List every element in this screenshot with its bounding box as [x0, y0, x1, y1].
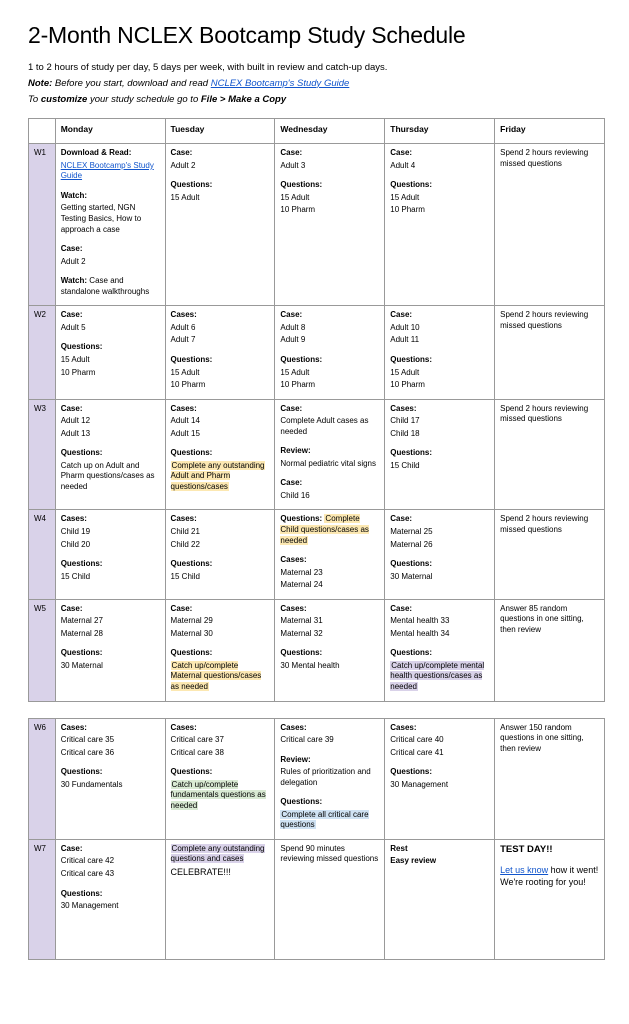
cell-w1-monday: [55, 144, 165, 306]
cell-text: Case and standalone walkthroughs: [60, 276, 150, 296]
cell-text: Questions:: [390, 448, 433, 458]
cell-text: Questions:: [170, 354, 213, 364]
cell-text: 10 Pharm: [280, 380, 316, 390]
cell-w7-thursday: [385, 839, 495, 959]
highlight-text: Catch up/complete fundamentals questions as needed: [170, 779, 266, 810]
column-header-monday: Monday: [55, 119, 165, 144]
cell-text: Child 18: [390, 428, 420, 438]
table-row: [29, 510, 605, 599]
cell-text: Questions:: [280, 648, 323, 658]
highlight-text: Complete Child questions/cases as needed: [280, 514, 369, 545]
column-header-tuesday: Tuesday: [165, 119, 275, 144]
cell-text: Mental health 33: [390, 616, 450, 626]
cell-text: Critical care 42: [60, 856, 115, 866]
cell-w7-wednesday: Spend 90 minutes reviewing missed questions: [275, 839, 385, 959]
cell-text: 30 Management: [390, 779, 449, 789]
highlight-text: Complete any outstanding questions and cases: [170, 843, 265, 864]
cell-text: 15 Adult: [170, 192, 200, 202]
cell-text: Adult 7: [170, 335, 196, 345]
cell-text: Critical care 39: [280, 735, 334, 745]
customize-emphasis: customize: [40, 93, 88, 105]
cell-text: Adult 6: [170, 322, 196, 332]
cell-w4-wednesday: [275, 510, 385, 599]
column-header-friday: Friday: [495, 119, 605, 144]
cell-w5-tuesday: [165, 599, 275, 701]
cell-text: Questions:: [280, 180, 323, 190]
cell-w5-monday: [55, 599, 165, 701]
cell-text: Questions:: [170, 559, 213, 569]
cell-text: Adult 15: [170, 428, 200, 438]
cell-w2-thursday: [385, 306, 495, 399]
week-label-w3: W3: [29, 399, 56, 510]
column-header-thursday: Thursday: [385, 119, 495, 144]
cell-text: 15 Child: [60, 571, 91, 581]
note-text: Before you start, download and read: [54, 77, 209, 89]
cell-text: Child 20: [60, 539, 91, 549]
cell-text: how it went! We're rooting for you!: [500, 865, 599, 888]
cell-text: Case:: [390, 603, 413, 613]
table-row: [29, 839, 605, 959]
cell-text: Questions:: [60, 342, 103, 352]
cell-w3-monday: [55, 399, 165, 510]
cell-text: Cases:: [60, 514, 87, 524]
test-day-label: TEST DAY!!: [500, 843, 553, 855]
cell-text: Questions:: [280, 797, 323, 807]
cell-text: Review:: [280, 446, 311, 456]
cell-text: Adult 5: [60, 322, 86, 332]
cell-text: Review:: [280, 754, 311, 764]
cell-text: Cases:: [170, 310, 197, 320]
cell-text: 15 Adult: [390, 192, 420, 202]
cell-text: Questions:: [390, 559, 433, 569]
cell-text: Adult 14: [170, 416, 200, 426]
highlight-text: Catch up/complete mental health questions/cases as needed: [390, 660, 485, 691]
cell-text: Cases:: [170, 403, 197, 413]
cell-w6-tuesday: [165, 718, 275, 839]
intro-note-line: [28, 77, 605, 91]
cell-text: Case:: [170, 148, 193, 158]
cell-text: Questions:: [280, 514, 323, 524]
cell-text: CELEBRATE!!!: [170, 867, 231, 877]
column-header-week: [29, 119, 56, 144]
cell-text: 30 Mental health: [280, 660, 340, 670]
customize-menu-path: File > Make a Copy: [200, 93, 287, 105]
highlight-text: Catch up/complete Maternal questions/cases as needed: [170, 660, 262, 691]
cell-text: Case:: [390, 310, 413, 320]
cell-text: Maternal 29: [170, 616, 213, 626]
cell-text: Case:: [60, 310, 83, 320]
cell-text: Case:: [170, 603, 193, 613]
cell-text: Critical care 41: [390, 747, 444, 757]
cell-text: Maternal 31: [280, 616, 323, 626]
cell-text: Case:: [60, 244, 83, 254]
customize-line: [28, 93, 605, 107]
cell-text: Maternal 26: [390, 539, 433, 549]
cell-text: Maternal 30: [170, 628, 213, 638]
cell-text: Critical care 38: [170, 747, 224, 757]
cell-w6-thursday: [385, 718, 495, 839]
cell-text: 15 Adult: [390, 367, 420, 377]
schedule-table-part2: [28, 718, 605, 960]
intro-block: [28, 61, 605, 106]
cell-text: Watch:: [60, 276, 88, 286]
cell-text: Adult 9: [280, 335, 306, 345]
table-row: [29, 144, 605, 306]
table-row: [29, 599, 605, 701]
cell-text: Maternal 25: [390, 526, 433, 536]
table-row: [29, 306, 605, 399]
cell-text: Case:: [280, 148, 303, 158]
schedule-table-weeks-6-7: [28, 718, 605, 960]
cell-text: Questions:: [390, 180, 433, 190]
cell-w5-thursday: [385, 599, 495, 701]
week-label-w1: W1: [29, 144, 56, 306]
cell-text: 15 Adult: [280, 192, 310, 202]
cell-text: 30 Fundamentals: [60, 779, 123, 789]
cell-w2-friday: Spend 2 hours reviewing missed questions: [495, 306, 605, 399]
cell-text: Adult 4: [390, 160, 416, 170]
cell-text: Maternal 23: [280, 567, 323, 577]
cell-text: Normal pediatric vital signs: [280, 458, 376, 468]
cell-text: Questions:: [170, 648, 213, 658]
cell-text: Getting started, NGN Testing Basics, How to approach a case: [60, 203, 142, 234]
cell-w1-thursday: [385, 144, 495, 306]
cell-text: Maternal 32: [280, 628, 323, 638]
cell-text: Easy review: [390, 856, 437, 866]
cell-text: Case:: [60, 403, 83, 413]
page-break-gap: [28, 702, 605, 718]
cell-w4-monday: [55, 510, 165, 599]
cell-text: Child 17: [390, 416, 420, 426]
cell-w4-thursday: [385, 510, 495, 599]
cell-text: Adult 2: [170, 160, 196, 170]
cell-text: Case:: [280, 478, 303, 488]
cell-text: Maternal 24: [280, 580, 323, 590]
cell-text: Case:: [390, 514, 413, 524]
cell-text: Adult 8: [280, 322, 306, 332]
cell-text: Critical care 43: [60, 869, 115, 878]
cell-w5-wednesday: [275, 599, 385, 701]
cell-text: 15 Child: [170, 571, 200, 581]
cell-w7-tuesday: [165, 839, 275, 959]
cell-w3-friday: Spend 2 hours reviewing missed questions: [495, 399, 605, 510]
cell-text: Questions:: [390, 648, 433, 658]
customize-rest: your study schedule go to: [89, 93, 199, 105]
column-header-wednesday: Wednesday: [275, 119, 385, 144]
table-header-row: [29, 119, 605, 144]
cell-text: Case:: [60, 603, 83, 613]
cell-w1-wednesday: [275, 144, 385, 306]
cell-text: 15 Adult: [280, 367, 310, 377]
cell-text: Critical care 35: [60, 735, 115, 745]
week-label-w5: W5: [29, 599, 56, 701]
cell-text: Questions:: [280, 354, 323, 364]
cell-text: Maternal 28: [60, 628, 103, 638]
cell-w4-friday: Spend 2 hours reviewing missed questions: [495, 510, 605, 599]
cell-text: 10 Pharm: [60, 367, 96, 377]
cell-text: 10 Pharm: [170, 380, 206, 390]
cell-text: 15 Child: [390, 460, 420, 470]
week-label-w6: W6: [29, 718, 56, 839]
cell-text: Mental health 34: [390, 628, 450, 638]
customize-prefix: To: [28, 93, 39, 105]
cell-text: Questions:: [390, 354, 433, 364]
cell-text: Child 16: [280, 490, 310, 500]
cell-text: Questions:: [60, 559, 103, 569]
cell-text: Questions:: [60, 767, 103, 777]
cell-w6-monday: [55, 718, 165, 839]
cell-text: Questions:: [170, 180, 213, 190]
cell-text: Case:: [280, 310, 303, 320]
cell-text: Questions:: [170, 448, 213, 458]
cell-text: Adult 12: [60, 416, 91, 426]
cell-text: Critical care 40: [390, 735, 444, 745]
cell-text: 15 Adult: [60, 354, 90, 364]
cell-text: 30 Maternal: [60, 660, 103, 670]
cell-text: Cases:: [170, 722, 197, 732]
cell-w3-tuesday: [165, 399, 275, 510]
cell-w6-friday: Answer 150 random questions in one sitting, then review: [495, 718, 605, 839]
cell-text: 30 Management: [60, 901, 119, 911]
cell-text: Cases:: [280, 722, 307, 732]
cell-text: Questions:: [170, 767, 213, 777]
cell-text: Cases:: [60, 722, 87, 732]
cell-w7-friday: [495, 839, 605, 959]
cell-text: Child 22: [170, 539, 200, 549]
week-label-w2: W2: [29, 306, 56, 399]
cell-w2-monday: [55, 306, 165, 399]
cell-text: Adult 2: [60, 256, 86, 266]
cell-text: Case:: [280, 403, 303, 413]
week-label-w7: W7: [29, 839, 56, 959]
cell-text: Critical care 37: [170, 735, 224, 745]
cell-text: Cases:: [390, 722, 417, 732]
note-label: Note:: [28, 77, 53, 89]
cell-w7-monday: [55, 839, 165, 959]
cell-w2-tuesday: [165, 306, 275, 399]
cell-text: Watch:: [60, 190, 88, 200]
cell-w6-wednesday: [275, 718, 385, 839]
schedule-table-weeks-1-5: [28, 118, 605, 701]
cell-text: Critical care 36: [60, 747, 115, 757]
cell-text: Questions:: [60, 888, 103, 898]
cell-text: Cases:: [280, 555, 307, 565]
cell-text: Download & Read:: [60, 148, 132, 158]
cell-w1-tuesday: [165, 144, 275, 306]
cell-text: Child 21: [170, 526, 200, 536]
cell-text: 10 Pharm: [390, 380, 425, 390]
cell-text: Rest: [390, 843, 408, 853]
cell-text: Questions:: [60, 648, 103, 658]
cell-w2-wednesday: [275, 306, 385, 399]
cell-text: Adult 10: [390, 322, 420, 332]
cell-text: 10 Pharm: [280, 205, 316, 215]
schedule-table-part1: [28, 118, 605, 701]
cell-text: Catch up on Adult and Pharm questions/cases as needed: [60, 460, 155, 491]
cell-text: Case:: [60, 843, 83, 853]
cell-text: 30 Maternal: [390, 571, 433, 581]
page-title: 2-Month NCLEX Bootcamp Study Schedule: [28, 22, 466, 48]
cell-text: Complete Adult cases as needed: [280, 416, 369, 436]
cell-text: Rules of prioritization and delegation: [280, 767, 371, 787]
study-guide-link-cell[interactable]: NCLEX Bootcamp's Study Guide: [60, 160, 154, 181]
cell-text: Cases:: [170, 514, 197, 524]
study-guide-link[interactable]: NCLEX Bootcamp's Study Guide: [210, 77, 350, 89]
cell-text: 15 Adult: [170, 367, 200, 377]
highlight-text: Complete any outstanding Adult and Pharm questions/cases: [170, 460, 265, 491]
cell-w3-wednesday: [275, 399, 385, 510]
cell-text: Case:: [390, 148, 413, 158]
cell-text: Child 19: [60, 526, 91, 536]
cell-text: Questions:: [60, 448, 103, 458]
cell-text: Adult 13: [60, 428, 91, 438]
intro-line-1: 1 to 2 hours of study per day, 5 days per week, with built in review and catch-up days.: [28, 62, 388, 73]
cell-w4-tuesday: [165, 510, 275, 599]
cell-text: Cases:: [390, 403, 417, 413]
cell-w3-thursday: [385, 399, 495, 510]
cell-text: Adult 11: [390, 335, 420, 345]
cell-w1-friday: Spend 2 hours reviewing missed questions: [495, 144, 605, 306]
highlight-text: Complete all critical care questions: [280, 809, 369, 830]
week-label-w4: W4: [29, 510, 56, 599]
cell-text: Cases:: [280, 603, 307, 613]
table-row: [29, 399, 605, 510]
cell-w5-friday: Answer 85 random questions in one sitting, then review: [495, 599, 605, 701]
cell-text: Adult 3: [280, 160, 306, 170]
cell-text: 10 Pharm: [390, 205, 425, 215]
let-us-know-link[interactable]: Let us know: [500, 865, 549, 876]
cell-text: Questions:: [390, 767, 433, 777]
table-row: [29, 718, 605, 839]
cell-text: Maternal 27: [60, 616, 103, 626]
